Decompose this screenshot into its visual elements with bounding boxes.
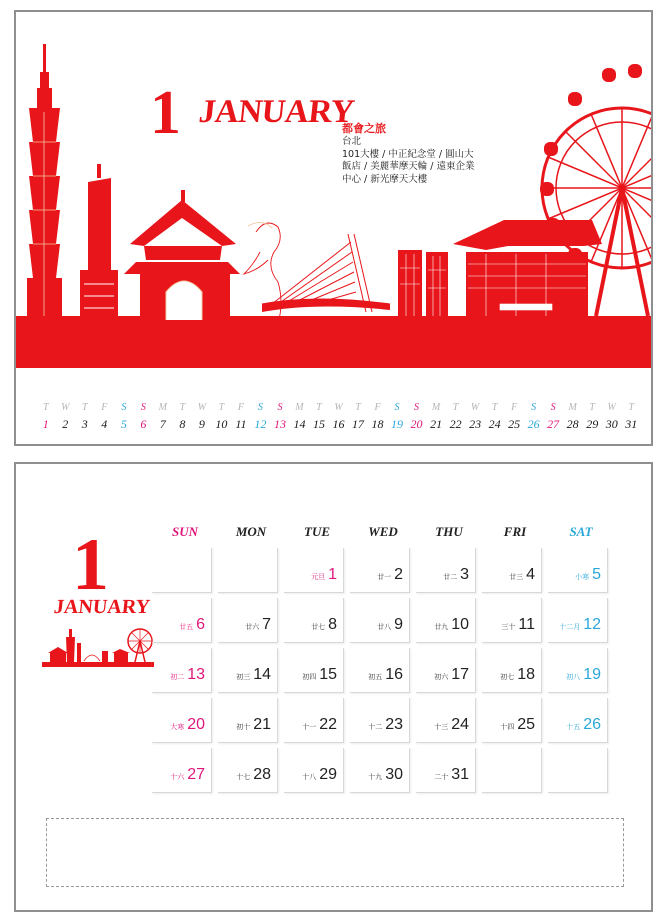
strip-date: 4 <box>101 417 108 431</box>
day-cell[interactable] <box>284 748 344 793</box>
strip-weekday-letter: F <box>374 402 381 413</box>
strip-date: 20 <box>410 417 423 431</box>
caption-line: 台北 <box>342 136 362 147</box>
month-grid <box>152 548 614 798</box>
day-number: 11 <box>518 616 535 633</box>
strip-date: 7 <box>159 417 166 431</box>
month-name: JANUARY <box>197 94 356 130</box>
lunar-date-label: 廿六 <box>245 623 260 631</box>
day-number: 7 <box>262 616 271 633</box>
strip-weekday-letter: W <box>197 402 207 413</box>
strip-date: 23 <box>469 417 482 431</box>
strip-weekday-letter: S <box>121 402 127 413</box>
weekday-header: THU <box>435 524 463 539</box>
day-number: 17 <box>451 666 469 683</box>
strip-date: 1 <box>42 417 49 431</box>
strip-date: 9 <box>198 417 205 431</box>
strip-date: 17 <box>352 417 364 431</box>
day-cell[interactable] <box>482 548 542 593</box>
empty-day-cell <box>482 748 542 793</box>
day-cell[interactable] <box>284 648 344 693</box>
caption-line: 中心 / 新光摩天大樓 <box>342 173 428 185</box>
strip-date: 10 <box>215 417 228 431</box>
strip-date: 11 <box>235 417 247 431</box>
day-number: 29 <box>319 766 337 783</box>
strip-weekday-letter: F <box>101 402 108 413</box>
ferris-wheel-icon <box>128 629 152 662</box>
strip-weekday-letter: T <box>452 402 459 413</box>
day-number: 2 <box>394 566 403 583</box>
lunar-date-label: 初八 <box>566 673 581 681</box>
theme-title: 都會之旅 <box>342 122 386 135</box>
strip-weekday-letter: W <box>61 402 70 413</box>
strip-weekday-letter: T <box>82 402 88 413</box>
day-number: 1 <box>328 566 337 583</box>
lunar-date-label: 三十 <box>501 623 516 631</box>
strip-weekday-letter: T <box>316 402 322 413</box>
lunar-date-label: 廿七 <box>311 623 326 631</box>
lunar-date-label: 十七 <box>236 773 251 781</box>
empty-day-cell <box>152 548 212 593</box>
day-number: 24 <box>451 716 469 733</box>
lunar-date-label: 初十 <box>236 723 251 731</box>
day-cell[interactable] <box>152 748 212 793</box>
strip-date: 27 <box>547 417 560 431</box>
lunar-date-label: 十九 <box>368 773 383 781</box>
strip-date: 12 <box>254 417 267 431</box>
strip-weekday-letter: F <box>511 402 518 413</box>
weekday-header: WED <box>368 524 398 539</box>
day-cell[interactable] <box>152 598 212 643</box>
weekday-header-row <box>152 524 614 540</box>
day-cell[interactable] <box>218 598 278 643</box>
day-cell[interactable] <box>350 698 410 743</box>
day-cell[interactable] <box>218 698 278 743</box>
day-cell[interactable] <box>284 548 344 593</box>
day-number: 8 <box>328 616 337 633</box>
strip-date: 29 <box>586 417 599 431</box>
day-cell[interactable] <box>482 648 542 693</box>
weekday-header: SUN <box>171 524 198 539</box>
day-cell[interactable] <box>416 648 476 693</box>
top-calendar-page <box>14 10 653 446</box>
strip-weekday-letter: T <box>355 402 361 413</box>
lunar-date-label: 初六 <box>434 673 449 681</box>
strip-date: 13 <box>273 417 286 431</box>
lunar-date-label: 十四 <box>500 723 515 731</box>
strip-weekday-letter: S <box>531 402 537 413</box>
lunar-date-label: 十五 <box>566 723 581 731</box>
day-number: 21 <box>253 716 271 733</box>
strip-date: 25 <box>508 417 521 431</box>
strip-weekday-letter: T <box>589 402 595 413</box>
day-cell[interactable] <box>482 598 542 643</box>
taipei-skyline-icon <box>42 619 154 669</box>
lunar-date-label: 初二 <box>170 673 185 681</box>
day-cell[interactable] <box>416 748 476 793</box>
day-number: 13 <box>187 666 205 683</box>
day-number: 9 <box>394 616 403 633</box>
strip-date: 24 <box>488 417 501 431</box>
day-number: 22 <box>319 716 337 733</box>
day-cell[interactable] <box>416 548 476 593</box>
lunar-date-label: 廿二 <box>443 573 458 581</box>
empty-day-cell <box>548 748 608 793</box>
lunar-date-label: 廿八 <box>377 623 392 631</box>
day-cell[interactable] <box>548 698 608 743</box>
strip-date: 19 <box>391 417 404 431</box>
day-cell[interactable] <box>350 648 410 693</box>
day-number: 16 <box>385 666 403 683</box>
month-number: 1 <box>72 524 109 606</box>
day-cell[interactable] <box>284 598 344 643</box>
day-number: 31 <box>451 766 469 783</box>
day-cell[interactable] <box>548 598 608 643</box>
theme-caption <box>342 122 502 186</box>
lunar-date-label: 十二 <box>368 723 383 731</box>
day-cell[interactable] <box>152 698 212 743</box>
day-number: 30 <box>385 766 403 783</box>
strip-date: 31 <box>625 417 638 431</box>
empty-day-cell <box>218 548 278 593</box>
strip-date: 21 <box>430 417 443 431</box>
day-number: 10 <box>451 616 469 633</box>
strip-weekday-letter: W <box>607 402 616 413</box>
strip-date: 8 <box>179 417 186 431</box>
day-strip <box>36 401 641 433</box>
day-number: 19 <box>583 666 601 683</box>
strip-weekday-letter: M <box>431 402 441 413</box>
strip-date: 2 <box>62 417 69 431</box>
day-number: 5 <box>592 566 601 583</box>
day-cell[interactable] <box>416 698 476 743</box>
day-cell[interactable] <box>482 698 542 743</box>
day-cell[interactable] <box>152 648 212 693</box>
day-number: 26 <box>583 716 601 733</box>
strip-date: 18 <box>371 417 384 431</box>
day-strip-weekdays <box>36 401 641 415</box>
day-cell[interactable] <box>350 548 410 593</box>
lunar-date-label: 十二月 <box>559 623 581 631</box>
lunar-date-label: 十三 <box>434 723 449 731</box>
day-number: 14 <box>253 666 271 683</box>
month-name: JANUARY <box>52 596 152 618</box>
strip-date: 14 <box>293 417 306 431</box>
day-cell[interactable] <box>416 598 476 643</box>
day-number: 23 <box>385 716 403 733</box>
day-cell[interactable] <box>284 698 344 743</box>
strip-date: 30 <box>605 417 618 431</box>
strip-weekday-letter: M <box>295 402 304 413</box>
caption-line: 101大樓 / 中正紀念堂 / 圓山大 <box>342 148 474 160</box>
strip-weekday-letter: S <box>550 402 556 413</box>
strip-weekday-letter: W <box>470 402 480 413</box>
day-number: 20 <box>187 716 205 733</box>
strip-weekday-letter: T <box>42 402 49 413</box>
lunar-date-label: 廿五 <box>179 623 194 631</box>
strip-weekday-letter: S <box>257 402 263 413</box>
strip-date: 16 <box>332 417 345 431</box>
strip-weekday-letter: M <box>568 402 577 413</box>
day-number: 6 <box>196 616 205 633</box>
strip-weekday-letter: T <box>628 402 634 413</box>
lunar-date-label: 二十 <box>434 773 449 781</box>
taipei-skyline-illustration <box>16 12 651 444</box>
lunar-date-label: 十八 <box>302 773 317 781</box>
strip-weekday-letter: T <box>491 402 498 413</box>
month-number: 1 <box>150 79 181 147</box>
caption-line: 飯店 / 美麗華摩天輪 / 遠東企業 <box>342 161 475 172</box>
strip-weekday-letter: S <box>140 402 146 413</box>
weekday-header: FRI <box>503 524 527 539</box>
lunar-date-label: 初七 <box>500 673 515 681</box>
strip-date: 6 <box>140 417 147 431</box>
lunar-date-label: 大寒 <box>170 723 185 731</box>
lunar-date-label: 初三 <box>236 673 251 681</box>
lunar-date-label: 小寒 <box>575 573 590 581</box>
day-number: 25 <box>517 716 535 733</box>
strip-date: 5 <box>120 417 127 431</box>
strip-weekday-letter: W <box>334 402 343 413</box>
notes-box[interactable] <box>46 818 624 887</box>
lunar-date-label: 初五 <box>368 673 383 681</box>
day-number: 28 <box>253 766 271 783</box>
weekday-header: TUE <box>304 524 330 539</box>
strip-date: 22 <box>449 417 462 431</box>
strip-date: 28 <box>566 417 579 431</box>
day-cell[interactable] <box>350 748 410 793</box>
strip-weekday-letter: F <box>237 402 244 413</box>
day-number: 18 <box>517 666 535 683</box>
strip-weekday-letter: T <box>179 402 186 413</box>
day-number: 27 <box>187 766 205 783</box>
strip-date: 26 <box>527 417 540 431</box>
strip-date: 3 <box>81 417 88 431</box>
day-cell[interactable] <box>218 748 278 793</box>
lunar-date-label: 十六 <box>170 773 185 781</box>
lunar-date-label: 廿三 <box>509 573 524 581</box>
day-cell[interactable] <box>350 598 410 643</box>
strip-weekday-letter: T <box>218 402 225 413</box>
strip-weekday-letter: S <box>277 402 283 413</box>
lunar-date-label: 初四 <box>302 673 317 681</box>
day-cell[interactable] <box>548 548 608 593</box>
bottom-calendar-page <box>14 462 653 912</box>
day-number: 3 <box>460 566 469 583</box>
strip-weekday-letter: S <box>414 402 420 413</box>
day-number: 15 <box>319 666 337 683</box>
strip-weekday-letter: S <box>394 402 400 413</box>
weekday-header: SAT <box>569 524 593 539</box>
lunar-date-label: 十一 <box>302 723 317 731</box>
day-number: 12 <box>583 616 601 633</box>
weekday-header: MON <box>235 524 267 539</box>
strip-weekday-letter: M <box>158 402 168 413</box>
strip-date: 15 <box>312 417 325 431</box>
lunar-date-label: 廿九 <box>434 623 449 631</box>
day-strip-dates <box>36 415 641 433</box>
lunar-date-label: 廿一 <box>377 573 392 581</box>
day-cell[interactable] <box>548 648 608 693</box>
lunar-date-label: 元旦 <box>311 573 326 581</box>
day-number: 4 <box>526 566 535 583</box>
day-cell[interactable] <box>218 648 278 693</box>
